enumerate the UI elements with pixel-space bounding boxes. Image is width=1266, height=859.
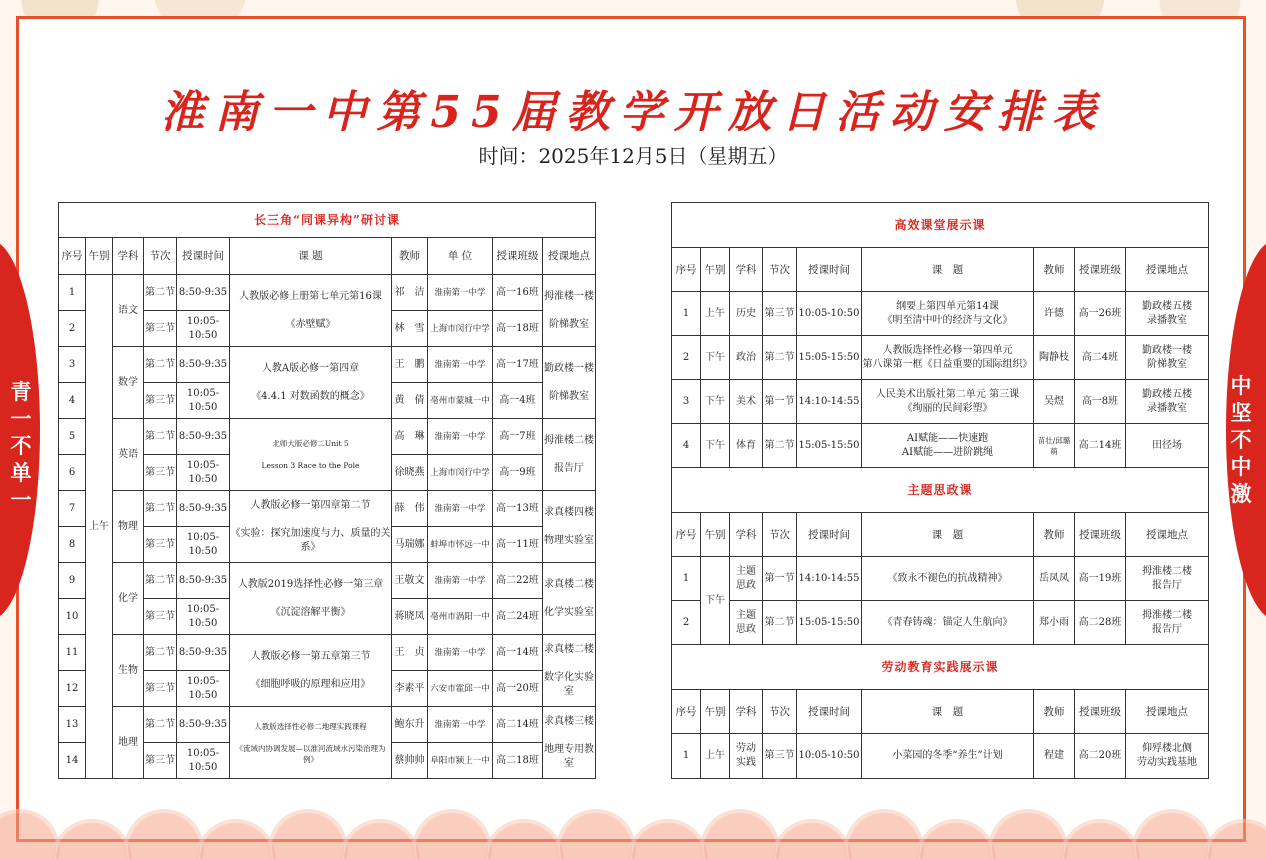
row-number: 2: [672, 601, 701, 645]
column-header: 授课地点: [1126, 513, 1209, 557]
section-cell: 第一节: [763, 380, 797, 424]
column-header: 授课班级: [1075, 248, 1126, 292]
class-cell: 高二14班: [1075, 424, 1126, 468]
column-header: 授课地点: [1126, 248, 1209, 292]
teacher-cell: 高 琳: [392, 419, 428, 455]
column-header: 教师: [1034, 513, 1075, 557]
topic-cell: 纲要上第四单元第14课 《明至清中叶的经济与文化》: [862, 292, 1034, 336]
column-header: 课 题: [862, 248, 1034, 292]
section-cell: 第二节: [144, 491, 177, 527]
school-cell: 淮南第一中学: [428, 491, 493, 527]
class-cell: 高二24班: [493, 599, 543, 635]
time-cell: 8:50-9:35: [177, 563, 230, 599]
teacher-cell: 林 雪: [392, 311, 428, 347]
bottom-cloud-decoration: [0, 792, 1266, 859]
cloud-ornament: [1060, 819, 1140, 859]
slogan-char: 一: [10, 487, 32, 512]
section-title: 主题思政课: [672, 468, 1209, 513]
time-cell: 14:10-14:55: [797, 557, 862, 601]
column-header: 学科: [113, 238, 144, 275]
class-cell: 高一11班: [493, 527, 543, 563]
column-header: 教师: [1034, 690, 1075, 734]
section-cell: 第二节: [763, 336, 797, 380]
table-row: [672, 336, 1209, 380]
location-cell: 拇淮楼一楼 阶梯教室: [543, 275, 596, 347]
column-header: 午别: [701, 513, 730, 557]
time-cell: 8:50-9:35: [177, 491, 230, 527]
slogan-char: 青: [10, 379, 32, 404]
time-cell: 8:50-9:35: [177, 707, 230, 743]
row-number: 1: [672, 734, 701, 779]
slogan-char: 一: [10, 406, 32, 431]
subject-cell: 体育: [730, 424, 763, 468]
teacher-cell: 马瑞娜: [392, 527, 428, 563]
left-slogan: [10, 378, 32, 513]
table-row: [59, 491, 596, 527]
cloud-ornament: [268, 809, 348, 859]
column-header: 午别: [701, 690, 730, 734]
column-header: 午别: [86, 238, 113, 275]
subject-cell: 主题 思政: [730, 601, 763, 645]
column-header: 序号: [672, 513, 701, 557]
school-cell: 阜阳市颍上一中: [428, 743, 493, 779]
cloud-ornament: [772, 819, 852, 859]
location-cell: 勤政楼一楼 阶梯教室: [1126, 336, 1209, 380]
class-cell: 高一4班: [493, 383, 543, 419]
column-header: 教师: [1034, 248, 1075, 292]
location-cell: 求真楼二楼 化学实验室: [543, 563, 596, 635]
table-row: [672, 734, 1209, 779]
time-cell: 8:50-9:35: [177, 635, 230, 671]
location-cell: 拇淮楼二楼 报告厅: [1126, 601, 1209, 645]
table-row: [672, 380, 1209, 424]
location-cell: 勤政楼一楼 阶梯教室: [543, 347, 596, 419]
location-cell: 拇淮楼二楼 报告厅: [543, 419, 596, 491]
row-number: 1: [672, 557, 701, 601]
period-cell: 下午: [701, 380, 730, 424]
school-cell: 六安市霍邱一中: [428, 671, 493, 707]
class-cell: 高一18班: [493, 311, 543, 347]
column-header: 学科: [730, 248, 763, 292]
period-cell: 下午: [701, 557, 730, 645]
class-cell: 高二28班: [1075, 601, 1126, 645]
time-cell: 15:05-15:50: [797, 336, 862, 380]
time-cell: 15:05-15:50: [797, 601, 862, 645]
class-cell: 高二22班: [493, 563, 543, 599]
location-cell: 拇淮楼二楼 报告厅: [1126, 557, 1209, 601]
slogan-char: 不: [1230, 427, 1252, 452]
table-row: [59, 563, 596, 599]
subject-cell: 语文: [113, 275, 144, 347]
table-row: [59, 635, 596, 671]
class-cell: 高一7班: [493, 419, 543, 455]
section-title: 高效课堂展示课: [672, 203, 1209, 248]
cloud-ornament: [412, 809, 492, 859]
column-header: 授课时间: [177, 238, 230, 275]
location-cell: 田径场: [1126, 424, 1209, 468]
column-header: 序号: [672, 248, 701, 292]
teacher-cell: 黄 倩: [392, 383, 428, 419]
subject-cell: 美术: [730, 380, 763, 424]
subject-cell: 数学: [113, 347, 144, 419]
section-cell: 第三节: [144, 599, 177, 635]
column-header: 节次: [763, 513, 797, 557]
slogan-char: 中: [1230, 373, 1252, 398]
cloud-ornament: [1132, 809, 1212, 859]
row-number: 7: [59, 491, 86, 527]
column-header: 单 位: [428, 238, 493, 275]
row-number: 6: [59, 455, 86, 491]
cloud-ornament: [844, 809, 924, 859]
teacher-cell: 蔡帅帅: [392, 743, 428, 779]
section-cell: 第一节: [763, 557, 797, 601]
cloud-ornament: [0, 809, 60, 859]
row-number: 1: [672, 292, 701, 336]
time-cell: 10:05-10:50: [177, 743, 230, 779]
location-cell: 求真楼二楼 数字化实验室: [543, 635, 596, 707]
period-cell: 上午: [701, 734, 730, 779]
cloud-ornament: [52, 819, 132, 859]
teacher-cell: 祁 洁: [392, 275, 428, 311]
topic-cell: 小菜园的冬季“养生”计划: [862, 734, 1034, 779]
time-cell: 10:05-10:50: [177, 383, 230, 419]
section-cell: 第三节: [144, 311, 177, 347]
row-number: 2: [672, 336, 701, 380]
topic-cell: 人教版选择性必修一第四单元 第八课第一框《日益重要的国际组织》: [862, 336, 1034, 380]
subject-cell: 地理: [113, 707, 144, 779]
teacher-cell: 郑小雨: [1034, 601, 1075, 645]
row-number: 14: [59, 743, 86, 779]
column-header: 节次: [144, 238, 177, 275]
section-cell: 第二节: [144, 635, 177, 671]
section-cell: 第三节: [144, 455, 177, 491]
teacher-cell: 王 贞: [392, 635, 428, 671]
cloud-ornament: [988, 809, 1068, 859]
section-cell: 第三节: [144, 671, 177, 707]
time-cell: 10:05-10:50: [177, 455, 230, 491]
section-cell: 第二节: [763, 601, 797, 645]
page-subtitle: 时间：2025年12月5日（星期五）: [478, 144, 788, 168]
page-title: 淮南一中第55届教学开放日活动安排表: [160, 87, 1106, 138]
cloud-ornament: [196, 819, 276, 859]
topic-cell: 人教A版必修一第四章 《4.4.1 对数函数的概念》: [230, 347, 392, 419]
section-cell: 第三节: [763, 734, 797, 779]
class-cell: 高一26班: [1075, 292, 1126, 336]
section-title: 长三角“同课异构”研讨课: [59, 203, 596, 238]
section-cell: 第二节: [144, 347, 177, 383]
class-cell: 高一20班: [493, 671, 543, 707]
teacher-cell: 王敬文: [392, 563, 428, 599]
time-cell: 10:05-10:50: [797, 734, 862, 779]
period-cell: 上午: [701, 292, 730, 336]
time-cell: 15:05-15:50: [797, 424, 862, 468]
row-number: 12: [59, 671, 86, 707]
class-cell: 高二18班: [493, 743, 543, 779]
time-cell: 10:05-10:50: [177, 671, 230, 707]
section-cell: 第三节: [763, 292, 797, 336]
topic-cell: 人教版必修一第五章第三节 《细胞呼吸的原理和应用》: [230, 635, 392, 707]
section-cell: 第二节: [763, 424, 797, 468]
time-cell: 10:05-10:50: [177, 311, 230, 347]
row-number: 9: [59, 563, 86, 599]
location-cell: 求真楼四楼 物理实验室: [543, 491, 596, 563]
class-cell: 高一13班: [493, 491, 543, 527]
topic-cell: 《致永不褪色的抗战精神》: [862, 557, 1034, 601]
column-header: 序号: [672, 690, 701, 734]
school-cell: 淮南第一中学: [428, 275, 493, 311]
school-cell: 淮南第一中学: [428, 347, 493, 383]
row-number: 5: [59, 419, 86, 455]
table-row: [672, 424, 1209, 468]
table-row: [59, 347, 596, 383]
class-cell: 高二4班: [1075, 336, 1126, 380]
cloud-ornament: [1204, 819, 1266, 859]
class-cell: 高一8班: [1075, 380, 1126, 424]
school-cell: 淮南第一中学: [428, 419, 493, 455]
right-slogan: [1230, 372, 1252, 507]
period-cell: 下午: [701, 424, 730, 468]
period-cell: 下午: [701, 336, 730, 380]
column-header: 序号: [59, 238, 86, 275]
cloud-ornament: [700, 809, 780, 859]
topic-cell: 人教版必修上册第七单元第16课 《赤壁赋》: [230, 275, 392, 347]
school-cell: 淮南第一中学: [428, 707, 493, 743]
row-number: 3: [59, 347, 86, 383]
row-number: 3: [672, 380, 701, 424]
time-cell: 8:50-9:35: [177, 275, 230, 311]
table-row: [672, 292, 1209, 336]
slogan-char: 坚: [1230, 400, 1252, 425]
cloud-ornament: [484, 819, 564, 859]
table-row: [672, 557, 1209, 601]
column-header: 午别: [701, 248, 730, 292]
table-row: [672, 601, 1209, 645]
school-cell: 亳州市蒙城一中: [428, 383, 493, 419]
subject-cell: 历史: [730, 292, 763, 336]
class-cell: 高一9班: [493, 455, 543, 491]
time-cell: 10:05-10:50: [797, 292, 862, 336]
subject-cell: 劳动 实践: [730, 734, 763, 779]
slogan-char: 单: [10, 460, 32, 485]
column-header: 授课时间: [797, 513, 862, 557]
row-number: 11: [59, 635, 86, 671]
teacher-cell: 岳凤凤: [1034, 557, 1075, 601]
subject-cell: 生物: [113, 635, 144, 707]
section-cell: 第二节: [144, 707, 177, 743]
section-cell: 第二节: [144, 419, 177, 455]
teacher-cell: 许德: [1034, 292, 1075, 336]
teacher-cell: 薛 伟: [392, 491, 428, 527]
school-cell: 淮南第一中学: [428, 563, 493, 599]
teacher-cell: 程建: [1034, 734, 1075, 779]
topic-cell: AI赋能——快速跑 AI赋能——进阶跳绳: [862, 424, 1034, 468]
topic-cell: 《青春铸魂：锚定人生航向》: [862, 601, 1034, 645]
period-cell: 上午: [86, 275, 113, 779]
time-cell: 8:50-9:35: [177, 419, 230, 455]
location-cell: 仰殍楼北侧 劳动实践基地: [1126, 734, 1209, 779]
cloud-ornament: [124, 809, 204, 859]
subject-cell: 政治: [730, 336, 763, 380]
table-row: [59, 707, 596, 743]
topic-cell: 人教版2019选择性必修一第三章 《沉淀溶解平衡》: [230, 563, 392, 635]
row-number: 2: [59, 311, 86, 347]
row-number: 1: [59, 275, 86, 311]
class-cell: 高二20班: [1075, 734, 1126, 779]
location-cell: 求真楼三楼 地理专用教室: [543, 707, 596, 779]
time-cell: 8:50-9:35: [177, 347, 230, 383]
topic-cell: 北师大版必修二Unit 5 Lesson 3 Race to the Pole: [230, 419, 392, 491]
row-number: 10: [59, 599, 86, 635]
section-cell: 第二节: [144, 275, 177, 311]
slogan-char: 激: [1230, 481, 1252, 506]
section-cell: 第三节: [144, 383, 177, 419]
teacher-cell: 王 鹏: [392, 347, 428, 383]
school-cell: 蚌埠市怀远一中: [428, 527, 493, 563]
cloud-ornament: [916, 819, 996, 859]
subject-cell: 化学: [113, 563, 144, 635]
row-number: 4: [672, 424, 701, 468]
time-cell: 10:05-10:50: [177, 599, 230, 635]
column-header: 授课班级: [493, 238, 543, 275]
school-cell: 上海市闵行中学: [428, 311, 493, 347]
column-header: 授课时间: [797, 690, 862, 734]
teacher-cell: 苗壮/邱璐萌: [1034, 424, 1075, 468]
column-header: 学科: [730, 690, 763, 734]
column-header: 授课地点: [1126, 690, 1209, 734]
topic-cell: 人教版必修一第四章第二节 《实验：探究加速度与力、质量的关系》: [230, 491, 392, 563]
column-header: 节次: [763, 248, 797, 292]
teacher-cell: 李素平: [392, 671, 428, 707]
slogan-char: 中: [1230, 454, 1252, 479]
column-header: 节次: [763, 690, 797, 734]
section-cell: 第三节: [144, 527, 177, 563]
topic-cell: 人民美术出版社第二单元 第三课 《绚丽的民间彩塑》: [862, 380, 1034, 424]
time-cell: 10:05-10:50: [177, 527, 230, 563]
slogan-char: 不: [10, 433, 32, 458]
column-header: 教师: [392, 238, 428, 275]
collaborative-lesson-table: [58, 202, 596, 779]
row-number: 4: [59, 383, 86, 419]
class-cell: 高二14班: [493, 707, 543, 743]
row-number: 13: [59, 707, 86, 743]
class-cell: 高一17班: [493, 347, 543, 383]
column-header: 授课班级: [1075, 690, 1126, 734]
class-cell: 高一19班: [1075, 557, 1126, 601]
column-header: 授课时间: [797, 248, 862, 292]
showcase-lesson-table: [671, 202, 1209, 779]
cloud-ornament: [556, 809, 636, 859]
teacher-cell: 徐晓燕: [392, 455, 428, 491]
teacher-cell: 蒋晓凤: [392, 599, 428, 635]
section-title: 劳动教育实践展示课: [672, 645, 1209, 690]
subject-cell: 主题 思政: [730, 557, 763, 601]
time-cell: 14:10-14:55: [797, 380, 862, 424]
section-cell: 第三节: [144, 743, 177, 779]
class-cell: 高一16班: [493, 275, 543, 311]
subject-cell: 英语: [113, 419, 144, 491]
school-cell: 淮南第一中学: [428, 635, 493, 671]
teacher-cell: 陶静枝: [1034, 336, 1075, 380]
section-cell: 第二节: [144, 563, 177, 599]
school-cell: 上海市闵行中学: [428, 455, 493, 491]
column-header: 授课班级: [1075, 513, 1126, 557]
table-row: [59, 419, 596, 455]
cloud-ornament: [628, 819, 708, 859]
class-cell: 高一14班: [493, 635, 543, 671]
column-header: 授课地点: [543, 238, 596, 275]
school-cell: 亳州市涡阳一中: [428, 599, 493, 635]
teacher-cell: 鲍东升: [392, 707, 428, 743]
column-header: 课 题: [230, 238, 392, 275]
column-header: 学科: [730, 513, 763, 557]
row-number: 8: [59, 527, 86, 563]
subject-cell: 物理: [113, 491, 144, 563]
location-cell: 勤政楼五楼 录播教室: [1126, 292, 1209, 336]
topic-cell: 人教版选择性必修二地理实践课程 《流域内协调发展—以淮河流域水污染治理为例》: [230, 707, 392, 779]
cloud-ornament: [340, 819, 420, 859]
table-row: [59, 275, 596, 311]
teacher-cell: 吴煜: [1034, 380, 1075, 424]
column-header: 课 题: [862, 513, 1034, 557]
location-cell: 勤政楼五楼 录播教室: [1126, 380, 1209, 424]
column-header: 课 题: [862, 690, 1034, 734]
